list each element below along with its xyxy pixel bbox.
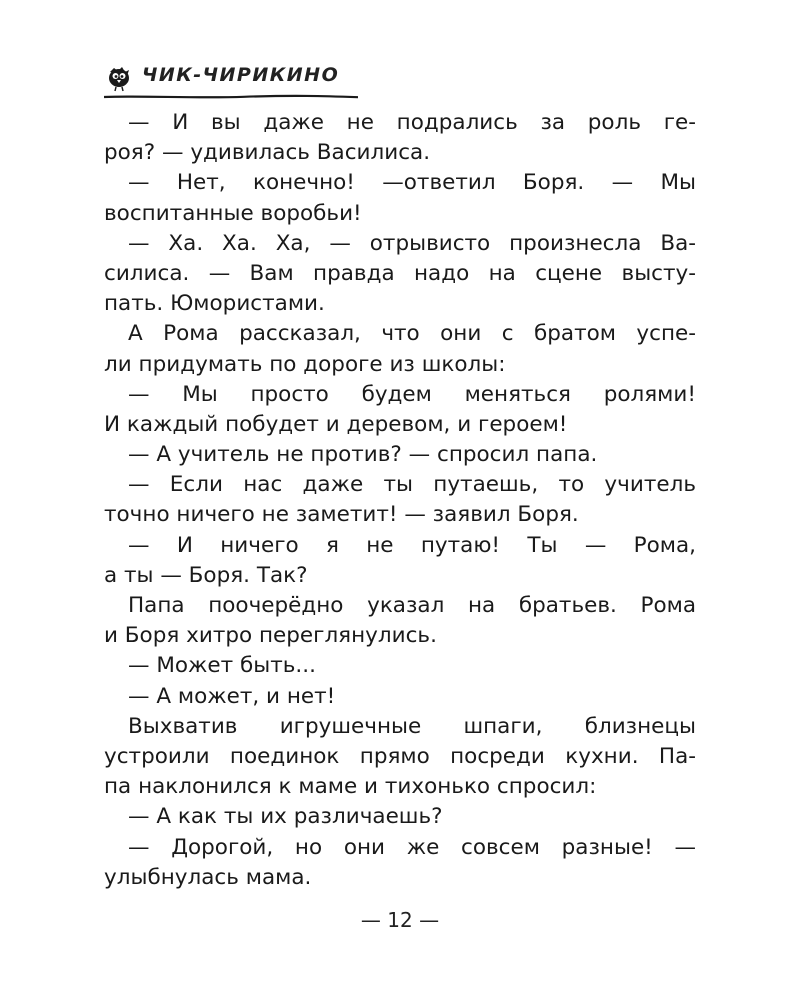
text-line: Папа поочерёдно указал на братьев. Рома xyxy=(128,593,696,618)
text-line: — Дорогой, но они же совсем разные! — xyxy=(128,834,696,860)
text-line: силиса. — Вам правда надо на сцене высту- xyxy=(104,260,696,286)
text-line: а ты — Боря. Так? xyxy=(104,562,308,588)
text-line: пать. Юмористами. xyxy=(104,291,325,317)
text-line: — Нет, конечно! —ответил Боря. — Мы xyxy=(128,170,696,196)
text-line: И каждый побудет и деревом, и героем! xyxy=(104,411,568,437)
text-line: — А как ты их различаешь? xyxy=(128,804,443,830)
text-line: А Рома рассказал, что они с братом успе- xyxy=(128,321,696,347)
text-line: улыбнулась мама. xyxy=(104,864,312,890)
text-line: — А может, и нет! xyxy=(128,683,336,709)
text-line: — И вы даже не подрались за роль ге- xyxy=(128,110,696,135)
running-title: ЧИК-ЧИРИКИНО xyxy=(142,64,340,86)
text-line: устроили поединок прямо посреди кухни. Па- xyxy=(104,743,696,769)
text-line: ли придумать по дороге из школы: xyxy=(104,351,506,377)
text-line: па наклонился к маме и тихонько спросил: xyxy=(104,774,597,800)
text-line: точно ничего не заметит! — заявил Боря. xyxy=(104,502,579,528)
text-line: — Ха. Ха. Ха, — отрывисто произнесла Ва- xyxy=(128,230,696,256)
header-rule xyxy=(104,94,358,100)
page-number: — 12 — xyxy=(360,908,440,932)
sparrow-icon xyxy=(104,62,134,92)
text-line: — Может быть... xyxy=(128,653,316,679)
running-header xyxy=(104,58,358,100)
text-line: — Мы просто будем меняться ролями! xyxy=(128,381,696,407)
text-line: — Если нас даже ты путаешь, то учитель xyxy=(128,472,696,498)
text-line: воспитанные воробьи! xyxy=(104,200,362,226)
text-line: — А учитель не против? — спросил папа. xyxy=(128,442,598,468)
text-line: — И ничего я не путаю! Ты — Рома, xyxy=(128,532,696,558)
text-line: роя? — удивилась Василиса. xyxy=(104,140,431,166)
text-line: и Боря хитро переглянулись. xyxy=(104,623,437,649)
text-line: Выхватив игрушечные шпаги, близнецы xyxy=(128,713,696,739)
body-text xyxy=(104,108,696,893)
